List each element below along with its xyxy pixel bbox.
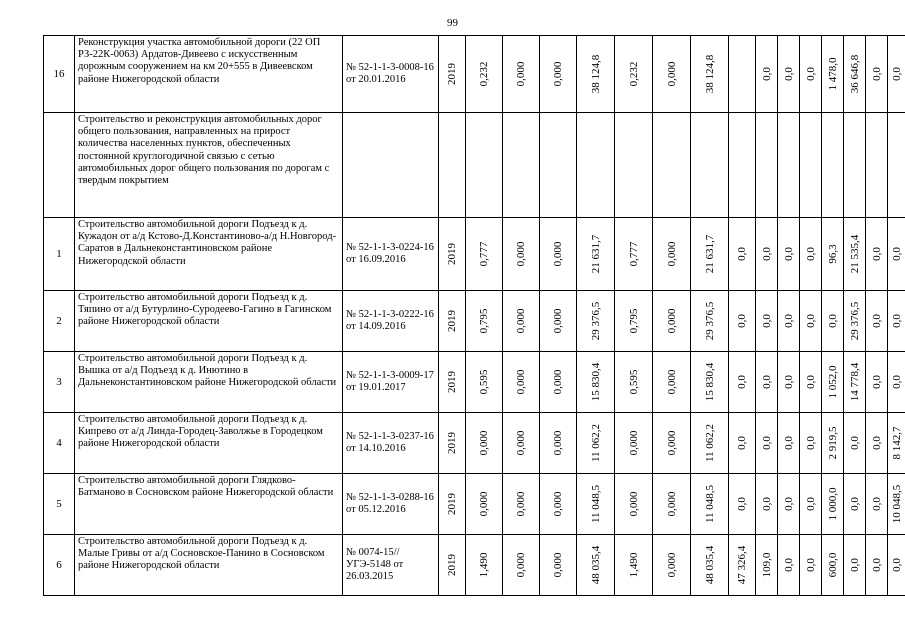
cell-value: 0,0 bbox=[870, 558, 883, 572]
project-document: № 52-1-1-3-0237-16 от 14.10.2016 bbox=[343, 413, 439, 474]
value-cell bbox=[466, 291, 503, 352]
value-cell bbox=[778, 113, 800, 218]
cell-value: 0,0 bbox=[735, 375, 748, 389]
cell-value: 0,0 bbox=[870, 497, 883, 511]
row-number: 6 bbox=[44, 535, 75, 596]
value-cell bbox=[866, 474, 888, 535]
cell-value: 15 830,4 bbox=[589, 362, 602, 402]
cell-value: 600,0 bbox=[826, 552, 839, 578]
value-cell bbox=[577, 535, 615, 596]
cell-value: 0,0 bbox=[760, 247, 773, 261]
table-row bbox=[44, 113, 905, 218]
value-cell bbox=[778, 352, 800, 413]
cell-value: 0,0 bbox=[782, 436, 795, 450]
value-cell bbox=[844, 474, 866, 535]
value-cell bbox=[729, 474, 756, 535]
cell-value: 0,000 bbox=[627, 430, 640, 456]
cell-value: 0,0 bbox=[890, 314, 903, 328]
value-cell bbox=[729, 218, 756, 291]
cell-value: 0,0 bbox=[735, 497, 748, 511]
value-cell bbox=[540, 218, 577, 291]
value-cell bbox=[822, 535, 844, 596]
table-row bbox=[44, 352, 905, 413]
cell-value: 0,0 bbox=[804, 247, 817, 261]
cell-value: 0,0 bbox=[848, 558, 861, 572]
cell-value: 2019 bbox=[445, 493, 458, 515]
value-cell bbox=[653, 291, 691, 352]
value-cell bbox=[729, 113, 756, 218]
value-cell bbox=[844, 413, 866, 474]
value-cell bbox=[466, 113, 503, 218]
value-cell bbox=[888, 291, 905, 352]
cell-value: 0,000 bbox=[665, 430, 678, 456]
cell-value: 29 376,5 bbox=[589, 301, 602, 341]
value-cell bbox=[503, 352, 540, 413]
value-cell bbox=[691, 291, 729, 352]
cell-value: 96,3 bbox=[826, 244, 839, 264]
value-cell bbox=[822, 218, 844, 291]
value-cell bbox=[439, 474, 466, 535]
cell-value: 47 326,4 bbox=[735, 545, 748, 585]
cell-value: 0,0 bbox=[782, 314, 795, 328]
cell-value: 0,000 bbox=[477, 491, 490, 517]
value-cell bbox=[615, 474, 653, 535]
cell-value: 0,000 bbox=[665, 491, 678, 517]
value-cell bbox=[866, 113, 888, 218]
value-cell bbox=[503, 474, 540, 535]
cell-value: 0,0 bbox=[804, 314, 817, 328]
value-cell bbox=[778, 474, 800, 535]
cell-value: 0,000 bbox=[514, 430, 527, 456]
value-cell bbox=[466, 413, 503, 474]
cell-value: 15 830,4 bbox=[703, 362, 716, 402]
value-cell bbox=[503, 36, 540, 113]
cell-value: 0,000 bbox=[551, 369, 564, 395]
project-document: № 52-1-1-3-0008-16 от 20.01.2016 bbox=[343, 36, 439, 113]
cell-value: 2019 bbox=[445, 371, 458, 393]
cell-value: 0,0 bbox=[804, 558, 817, 572]
cell-value: 0,000 bbox=[551, 552, 564, 578]
cell-value: 0,595 bbox=[627, 369, 640, 395]
object-description: Строительство автомобильной дороги Подъезд к д. Кипрево от а/д Линда-Городец-Заволжье в Городецком районе Нижегородской области bbox=[75, 413, 343, 474]
value-cell bbox=[691, 413, 729, 474]
row-number: 3 bbox=[44, 352, 75, 413]
object-description: Строительство и реконструкция автомобильных дорог общего пользования, направленных на прирост количества населенных пунктов, обеспеченных постоянной круглогодичной связью с сетью автомобильных дорог общего пользования по дорогам с твердым покрытием bbox=[75, 113, 343, 218]
cell-value: 0,000 bbox=[665, 552, 678, 578]
value-cell bbox=[503, 413, 540, 474]
cell-value: 0,0 bbox=[890, 67, 903, 81]
value-cell bbox=[577, 291, 615, 352]
value-cell bbox=[540, 113, 577, 218]
cell-value: 0,000 bbox=[551, 430, 564, 456]
value-cell bbox=[844, 36, 866, 113]
cell-value: 0,000 bbox=[551, 61, 564, 87]
value-cell bbox=[540, 535, 577, 596]
value-cell bbox=[866, 291, 888, 352]
cell-value: 0,0 bbox=[870, 247, 883, 261]
value-cell bbox=[466, 535, 503, 596]
value-cell bbox=[691, 36, 729, 113]
cell-value: 14 778,4 bbox=[848, 362, 861, 402]
cell-value: 10 048,5 bbox=[890, 484, 903, 524]
data-table bbox=[43, 35, 905, 596]
value-cell bbox=[778, 218, 800, 291]
value-cell bbox=[439, 352, 466, 413]
cell-value: 0,000 bbox=[665, 308, 678, 334]
value-cell bbox=[888, 352, 905, 413]
cell-value: 48 035,4 bbox=[703, 545, 716, 585]
cell-value: 0,000 bbox=[551, 491, 564, 517]
value-cell bbox=[439, 413, 466, 474]
value-cell bbox=[439, 291, 466, 352]
cell-value: 0,0 bbox=[890, 247, 903, 261]
value-cell bbox=[577, 113, 615, 218]
value-cell bbox=[729, 413, 756, 474]
value-cell bbox=[577, 413, 615, 474]
table-row bbox=[44, 535, 905, 596]
value-cell bbox=[729, 535, 756, 596]
cell-value: 0,000 bbox=[514, 369, 527, 395]
value-cell bbox=[844, 352, 866, 413]
value-cell bbox=[615, 113, 653, 218]
value-cell bbox=[844, 113, 866, 218]
value-cell bbox=[615, 36, 653, 113]
value-cell bbox=[866, 352, 888, 413]
value-cell bbox=[866, 36, 888, 113]
cell-value: 1 052,0 bbox=[826, 365, 839, 399]
cell-value: 0,0 bbox=[782, 558, 795, 572]
value-cell bbox=[888, 474, 905, 535]
cell-value: 0,000 bbox=[514, 308, 527, 334]
cell-value: 21 631,7 bbox=[703, 234, 716, 274]
value-cell bbox=[844, 291, 866, 352]
value-cell bbox=[540, 291, 577, 352]
value-cell bbox=[756, 474, 778, 535]
row-number: 4 bbox=[44, 413, 75, 474]
cell-value: 0,0 bbox=[735, 247, 748, 261]
cell-value: 0,0 bbox=[870, 67, 883, 81]
cell-value: 0,0 bbox=[826, 314, 839, 328]
cell-value: 0,000 bbox=[514, 552, 527, 578]
cell-value: 0,595 bbox=[477, 369, 490, 395]
cell-value: 0,0 bbox=[804, 375, 817, 389]
value-cell bbox=[729, 36, 756, 113]
cell-value: 38 124,8 bbox=[589, 54, 602, 94]
row-number: 5 bbox=[44, 474, 75, 535]
value-cell bbox=[800, 291, 822, 352]
project-document bbox=[343, 113, 439, 218]
value-cell bbox=[888, 113, 905, 218]
cell-value: 0,0 bbox=[760, 436, 773, 450]
value-cell bbox=[729, 291, 756, 352]
cell-value: 29 376,5 bbox=[703, 301, 716, 341]
value-cell bbox=[653, 352, 691, 413]
cell-value: 0,232 bbox=[627, 61, 640, 87]
value-cell bbox=[615, 413, 653, 474]
value-cell bbox=[653, 474, 691, 535]
cell-value: 0,000 bbox=[514, 241, 527, 267]
cell-value: 0,0 bbox=[760, 497, 773, 511]
cell-value: 0,0 bbox=[735, 436, 748, 450]
row-number bbox=[44, 113, 75, 218]
cell-value: 0,795 bbox=[477, 308, 490, 334]
value-cell bbox=[756, 535, 778, 596]
cell-value: 0,000 bbox=[665, 369, 678, 395]
cell-value: 48 035,4 bbox=[589, 545, 602, 585]
project-document: № 0074-15//УГЭ-5148 от 26.03.2015 bbox=[343, 535, 439, 596]
object-description: Строительство автомобильной дороги Подъезд к д. Тяпино от а/д Бутурлино-Суродеево-Гагино в Гагинском районе Нижегородской области bbox=[75, 291, 343, 352]
cell-value: 0,0 bbox=[760, 67, 773, 81]
cell-value: 1,490 bbox=[627, 552, 640, 578]
value-cell bbox=[822, 113, 844, 218]
cell-value: 2019 bbox=[445, 63, 458, 85]
value-cell bbox=[756, 352, 778, 413]
value-cell bbox=[503, 291, 540, 352]
project-document: № 52-1-1-3-0009-17 от 19.01.2017 bbox=[343, 352, 439, 413]
cell-value: 0,000 bbox=[551, 241, 564, 267]
table-row bbox=[44, 291, 905, 352]
value-cell bbox=[503, 218, 540, 291]
value-cell bbox=[691, 113, 729, 218]
value-cell bbox=[800, 535, 822, 596]
cell-value: 0,0 bbox=[760, 314, 773, 328]
cell-value: 109,0 bbox=[760, 552, 773, 578]
value-cell bbox=[800, 413, 822, 474]
object-description: Реконструкция участка автомобильной дороги (22 ОП РЗ-22К-0063) Ардатов-Дивеево с искусственным дорожным сооружением на км 20+555 в Дивеевском районе Нижегородской области bbox=[75, 36, 343, 113]
cell-value: 2019 bbox=[445, 554, 458, 576]
cell-value: 21 631,7 bbox=[589, 234, 602, 274]
row-number: 16 bbox=[44, 36, 75, 113]
value-cell bbox=[615, 291, 653, 352]
value-cell bbox=[577, 36, 615, 113]
value-cell bbox=[615, 218, 653, 291]
value-cell bbox=[439, 113, 466, 218]
value-cell bbox=[822, 36, 844, 113]
cell-value: 0,777 bbox=[477, 241, 490, 267]
page-number: 99 bbox=[447, 17, 458, 29]
row-number: 1 bbox=[44, 218, 75, 291]
cell-value: 29 376,5 bbox=[848, 301, 861, 341]
value-cell bbox=[866, 218, 888, 291]
value-cell bbox=[691, 352, 729, 413]
value-cell bbox=[888, 413, 905, 474]
cell-value: 0,777 bbox=[627, 241, 640, 267]
value-cell bbox=[729, 352, 756, 413]
value-cell bbox=[466, 36, 503, 113]
value-cell bbox=[615, 352, 653, 413]
value-cell bbox=[822, 352, 844, 413]
cell-value: 0,0 bbox=[848, 436, 861, 450]
cell-value: 38 124,8 bbox=[703, 54, 716, 94]
value-cell bbox=[888, 218, 905, 291]
cell-value: 0,0 bbox=[782, 497, 795, 511]
cell-value: 11 048,5 bbox=[589, 484, 602, 524]
cell-value: 0,000 bbox=[665, 241, 678, 267]
cell-value: 0,0 bbox=[870, 375, 883, 389]
value-cell bbox=[653, 535, 691, 596]
cell-value: 0,0 bbox=[870, 314, 883, 328]
cell-value: 2019 bbox=[445, 432, 458, 454]
cell-value: 0,000 bbox=[627, 491, 640, 517]
cell-value: 0,232 bbox=[477, 61, 490, 87]
value-cell bbox=[540, 413, 577, 474]
cell-value: 0,0 bbox=[782, 375, 795, 389]
value-cell bbox=[778, 535, 800, 596]
object-description: Строительство автомобильной дороги Подъезд к д. Кужадон от а/д Кстово-Д.Константиново-а/д Н.Новгород-Саратов в Дальнеконстантиновском районе Нижегородской области bbox=[75, 218, 343, 291]
cell-value: 0,0 bbox=[870, 436, 883, 450]
value-cell bbox=[540, 352, 577, 413]
value-cell bbox=[691, 474, 729, 535]
value-cell bbox=[503, 113, 540, 218]
value-cell bbox=[866, 535, 888, 596]
value-cell bbox=[756, 218, 778, 291]
table-row bbox=[44, 218, 905, 291]
value-cell bbox=[844, 535, 866, 596]
value-cell bbox=[653, 36, 691, 113]
value-cell bbox=[800, 352, 822, 413]
value-cell bbox=[653, 218, 691, 291]
object-description: Строительство автомобильной дороги Подъезд к д. Малые Гривы от а/д Сосновское-Панино в Сосновском районе Нижегородской области bbox=[75, 535, 343, 596]
cell-value: 0,0 bbox=[848, 497, 861, 511]
value-cell bbox=[844, 218, 866, 291]
cell-value: 2019 bbox=[445, 310, 458, 332]
object-description: Строительство автомобильной дороги Глядково-Батманово в Сосновском районе Нижегородской области bbox=[75, 474, 343, 535]
cell-value: 0,0 bbox=[782, 67, 795, 81]
value-cell bbox=[503, 535, 540, 596]
project-document: № 52-1-1-3-0224-16 от 16.09.2016 bbox=[343, 218, 439, 291]
value-cell bbox=[577, 352, 615, 413]
value-cell bbox=[466, 474, 503, 535]
cell-value: 8 142,7 bbox=[890, 426, 903, 460]
value-cell bbox=[691, 535, 729, 596]
cell-value: 1 478,0 bbox=[826, 57, 839, 91]
table-row bbox=[44, 474, 905, 535]
cell-value: 2019 bbox=[445, 243, 458, 265]
cell-value: 0,0 bbox=[735, 314, 748, 328]
value-cell bbox=[822, 291, 844, 352]
value-cell bbox=[822, 413, 844, 474]
value-cell bbox=[778, 413, 800, 474]
table-row bbox=[44, 413, 905, 474]
cell-value: 0,0 bbox=[760, 375, 773, 389]
value-cell bbox=[466, 218, 503, 291]
value-cell bbox=[577, 218, 615, 291]
value-cell bbox=[756, 413, 778, 474]
value-cell bbox=[653, 413, 691, 474]
cell-value: 0,000 bbox=[665, 61, 678, 87]
cell-value: 1 000,0 bbox=[826, 487, 839, 521]
cell-value: 0,0 bbox=[804, 497, 817, 511]
cell-value: 0,0 bbox=[890, 558, 903, 572]
value-cell bbox=[540, 474, 577, 535]
cell-value: 0,0 bbox=[804, 436, 817, 450]
value-cell bbox=[800, 36, 822, 113]
cell-value: 0,0 bbox=[804, 67, 817, 81]
cell-value: 0,000 bbox=[514, 61, 527, 87]
cell-value: 11 062,2 bbox=[703, 423, 716, 463]
cell-value: 11 062,2 bbox=[589, 423, 602, 463]
object-description: Строительство автомобильной дороги Подъезд к д. Вышка от а/д Подъезд к д. Инютино в Дальнеконстантиновском районе Нижегородской области bbox=[75, 352, 343, 413]
value-cell bbox=[888, 36, 905, 113]
value-cell bbox=[540, 36, 577, 113]
value-cell bbox=[577, 474, 615, 535]
value-cell bbox=[888, 535, 905, 596]
value-cell bbox=[778, 36, 800, 113]
cell-value: 0,0 bbox=[782, 247, 795, 261]
cell-value: 11 048,5 bbox=[703, 484, 716, 524]
value-cell bbox=[800, 474, 822, 535]
value-cell bbox=[691, 218, 729, 291]
value-cell bbox=[439, 535, 466, 596]
cell-value: 0,795 bbox=[627, 308, 640, 334]
value-cell bbox=[800, 113, 822, 218]
cell-value: 0,0 bbox=[890, 375, 903, 389]
cell-value: 0,000 bbox=[514, 491, 527, 517]
value-cell bbox=[756, 113, 778, 218]
value-cell bbox=[866, 413, 888, 474]
cell-value: 0,000 bbox=[477, 430, 490, 456]
value-cell bbox=[778, 291, 800, 352]
project-document: № 52-1-1-3-0222-16 от 14.09.2016 bbox=[343, 291, 439, 352]
cell-value: 2 919,5 bbox=[826, 426, 839, 460]
value-cell bbox=[615, 535, 653, 596]
cell-value: 21 535,4 bbox=[848, 234, 861, 274]
cell-value: 0,000 bbox=[551, 308, 564, 334]
cell-value: 1,490 bbox=[477, 552, 490, 578]
value-cell bbox=[439, 218, 466, 291]
value-cell bbox=[822, 474, 844, 535]
project-document: № 52-1-1-3-0288-16 от 05.12.2016 bbox=[343, 474, 439, 535]
table-row bbox=[44, 36, 905, 113]
value-cell bbox=[756, 291, 778, 352]
value-cell bbox=[439, 36, 466, 113]
value-cell bbox=[653, 113, 691, 218]
value-cell bbox=[800, 218, 822, 291]
row-number: 2 bbox=[44, 291, 75, 352]
value-cell bbox=[466, 352, 503, 413]
value-cell bbox=[756, 36, 778, 113]
cell-value: 36 646,8 bbox=[848, 54, 861, 94]
